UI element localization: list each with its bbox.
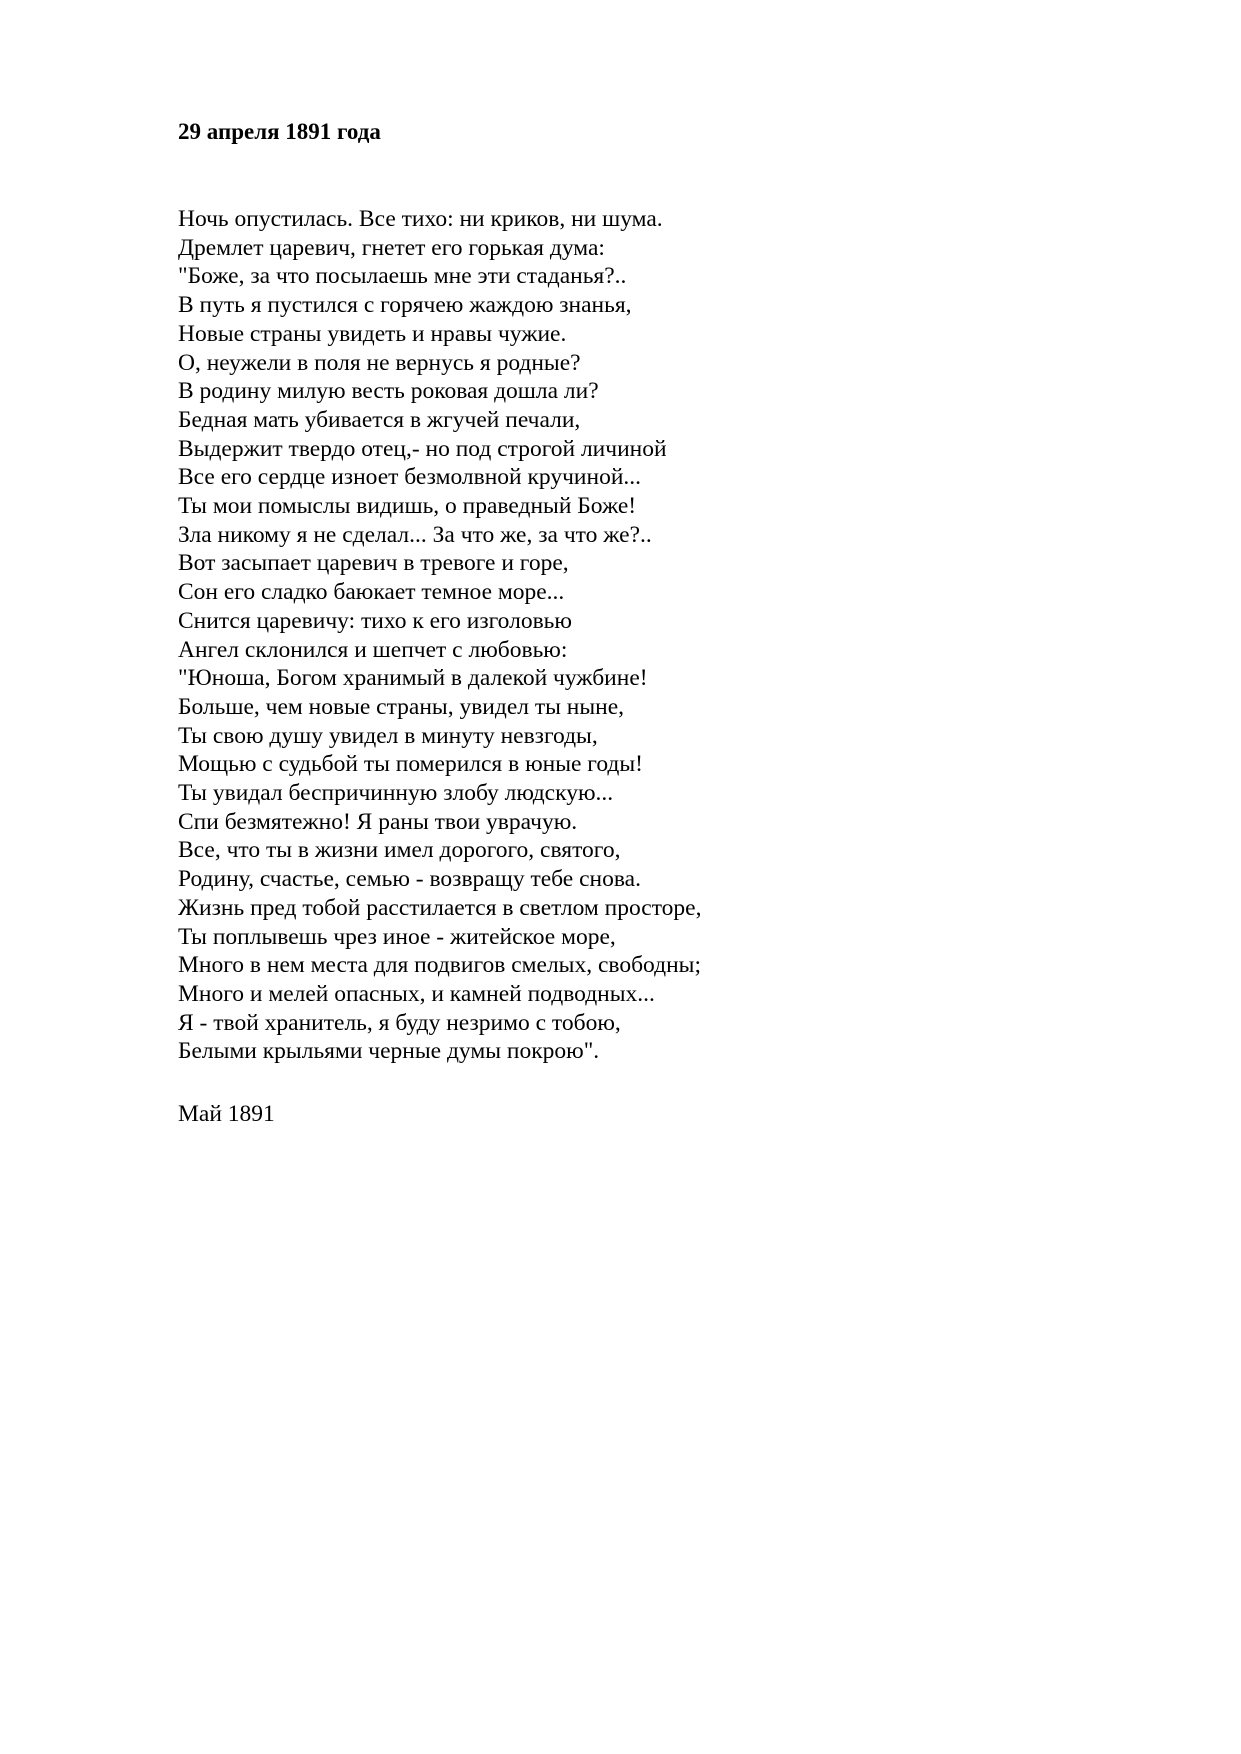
poem-line: Все, что ты в жизни имел дорогого, святого, — [178, 837, 621, 864]
poem-line: Зла никому я не сделал... За что же, за что же?.. — [178, 521, 652, 548]
poem-line: Много в нем места для подвигов смелых, свободны; — [178, 952, 701, 979]
poem-line: Ангел склонился и шепчет с любовью: — [178, 636, 568, 663]
poem-line: Ты увидал беспричинную злобу людскую... — [178, 780, 614, 807]
poem-line: Ночь опустилась. Все тихо: ни криков, ни шума. — [178, 206, 663, 232]
poem-line: Дремлет царевич, гнетет его горькая дума: — [178, 234, 605, 261]
poem-line: Родину, счастье, семью - возвращу тебе снова. — [178, 866, 641, 893]
poem-line: В путь я пустился с горячею жаждою знанья, — [178, 292, 632, 319]
poem-line: Ты мои помыслы видишь, о праведный Боже! — [178, 493, 637, 520]
poem-line: Белыми крыльями черные думы покрою". — [178, 1038, 600, 1065]
poem-line: Спи безмятежно! Я раны твои уврачую. — [178, 808, 578, 835]
poem-line: Больше, чем новые страны, увидел ты ныне, — [178, 693, 625, 720]
poem-line: Все его сердце изноет безмолвной кручиной... — [178, 464, 642, 491]
footer-date: Май 1891 — [178, 1101, 275, 1127]
poem-line: Снится царевичу: тихо к его изголовью — [178, 607, 572, 634]
poem-line: Жизнь пред тобой расстилается в светлом просторе, — [178, 894, 702, 921]
poem-line: Ты поплывешь чрез иное - житейское море, — [178, 923, 616, 950]
poem-line: Много и мелей опасных, и камней подводных... — [178, 980, 655, 1007]
poem-line: В родину милую весть роковая дошла ли? — [178, 378, 599, 405]
poem-line: Бедная мать убивается в жгучей печали, — [178, 406, 581, 433]
poem-line: Сон его сладко баюкает темное море... — [178, 579, 565, 606]
poem-line: О, неужели в поля не вернусь я родные? — [178, 349, 581, 376]
poem-line: "Боже, за что посылаешь мне эти стаданья?.. — [178, 263, 627, 290]
poem-body — [178, 205, 701, 1066]
poem-line: Ты свою душу увидел в минуту невзгоды, — [178, 722, 598, 749]
poem-line: Мощью с судьбой ты померился в юные годы! — [178, 751, 644, 778]
poem-line: Выдержит твердо отец,- но под строгой личиной — [178, 435, 667, 462]
poem-title: 29 апреля 1891 года — [178, 119, 381, 144]
poem-line: "Юноша, Богом хранимый в далекой чужбине! — [178, 665, 648, 692]
poem-line: Новые страны увидеть и нравы чужие. — [178, 320, 567, 347]
poem-line: Я - твой хранитель, я буду незримо с тобою, — [178, 1009, 621, 1036]
poem-line: Вот засыпает царевич в тревоге и горе, — [178, 550, 569, 577]
